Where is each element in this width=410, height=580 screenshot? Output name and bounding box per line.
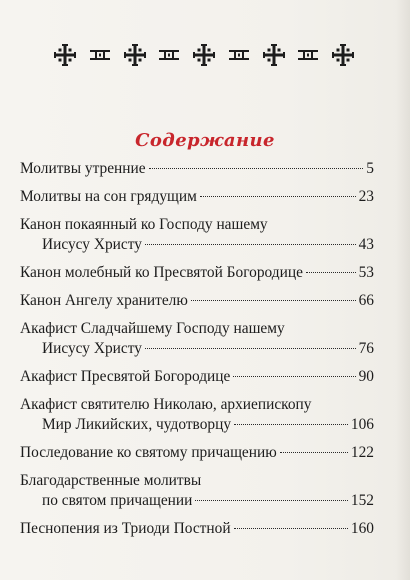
- toc-page-number: 53: [358, 264, 374, 281]
- toc-page-number: 5: [366, 160, 374, 177]
- dot-leader: [145, 244, 356, 245]
- ornament-dash-icon: [89, 44, 111, 66]
- ornament-dash-icon: [158, 44, 180, 66]
- toc-page-number: 76: [358, 340, 374, 357]
- toc-entry-title: Молитвы утренние: [20, 160, 146, 177]
- dot-leader: [191, 300, 356, 301]
- dot-leader: [195, 500, 348, 501]
- toc-entry[interactable]: [20, 187, 374, 207]
- toc-entry-title-continued: Мир Ликийских, чудотворцу: [42, 416, 232, 433]
- toc-entry-title: Канон молебный ко Пресвятой Богородице: [20, 264, 303, 281]
- contents-heading: Содержание: [135, 130, 275, 151]
- page-edge-shadow: [396, 0, 410, 580]
- toc-page-number: 23: [358, 188, 374, 205]
- ornament-dash-icon: [228, 44, 250, 66]
- toc-page-number: 152: [350, 492, 374, 509]
- toc-page-number: 122: [350, 444, 374, 461]
- dot-leader: [200, 196, 356, 197]
- toc-entry-title: Последование ко святому причащению: [20, 444, 277, 461]
- toc-entry-title: Акафист святителю Николаю, архиепископу: [20, 396, 312, 413]
- dot-leader: [306, 272, 356, 273]
- ornament-cross-icon: [263, 44, 285, 66]
- toc-entry[interactable]: [20, 367, 374, 387]
- ornament-cross-icon: [332, 44, 354, 66]
- toc-page-number: 66: [358, 292, 374, 309]
- dot-leader: [145, 348, 356, 349]
- toc-entry-title: Канон Ангелу хранителю: [20, 292, 188, 309]
- toc-entry[interactable]: [20, 215, 374, 255]
- toc-entry[interactable]: [20, 519, 374, 539]
- toc-entry-title-continued: Иисусу Христу: [42, 236, 142, 253]
- ornament-cross-icon: [124, 44, 146, 66]
- toc-entry[interactable]: [20, 395, 374, 435]
- toc-entry-title: Акафист Пресвятой Богородице: [20, 368, 231, 385]
- dot-leader: [280, 452, 348, 453]
- toc-entry-title: Канон покаянный ко Господу нашему: [20, 216, 268, 233]
- dot-leader: [233, 376, 355, 377]
- toc-entry-title: Молитвы на сон грядущим: [20, 188, 197, 205]
- toc-entry[interactable]: [20, 263, 374, 283]
- toc-entry[interactable]: [20, 159, 374, 179]
- toc-entry-title: Благодарственные молитвы: [20, 472, 202, 489]
- ornament-dash-icon: [297, 44, 319, 66]
- toc-page-number: 90: [358, 368, 374, 385]
- toc-entry[interactable]: [20, 443, 374, 463]
- ornament-cross-icon: [193, 44, 215, 66]
- toc-entry-title-continued: по святом причащении: [42, 492, 193, 509]
- toc-entry-title: Песнопения из Триоди Постной: [20, 520, 231, 537]
- dot-leader: [234, 528, 348, 529]
- decorative-ornament-band: [54, 42, 354, 68]
- toc-page-number: 43: [358, 236, 374, 253]
- toc-entry[interactable]: [20, 319, 374, 359]
- toc-page-number: 106: [350, 416, 374, 433]
- ornament-cross-icon: [54, 44, 76, 66]
- toc-entry-title: Акафист Сладчайшему Господу нашему: [20, 320, 285, 337]
- toc-entry[interactable]: [20, 471, 374, 511]
- toc-entry[interactable]: [20, 291, 374, 311]
- toc-entry-title-continued: Иисусу Христу: [42, 340, 142, 357]
- table-of-contents: [20, 159, 374, 547]
- dot-leader: [149, 168, 364, 169]
- dot-leader: [234, 424, 348, 425]
- toc-page-number: 160: [350, 520, 374, 537]
